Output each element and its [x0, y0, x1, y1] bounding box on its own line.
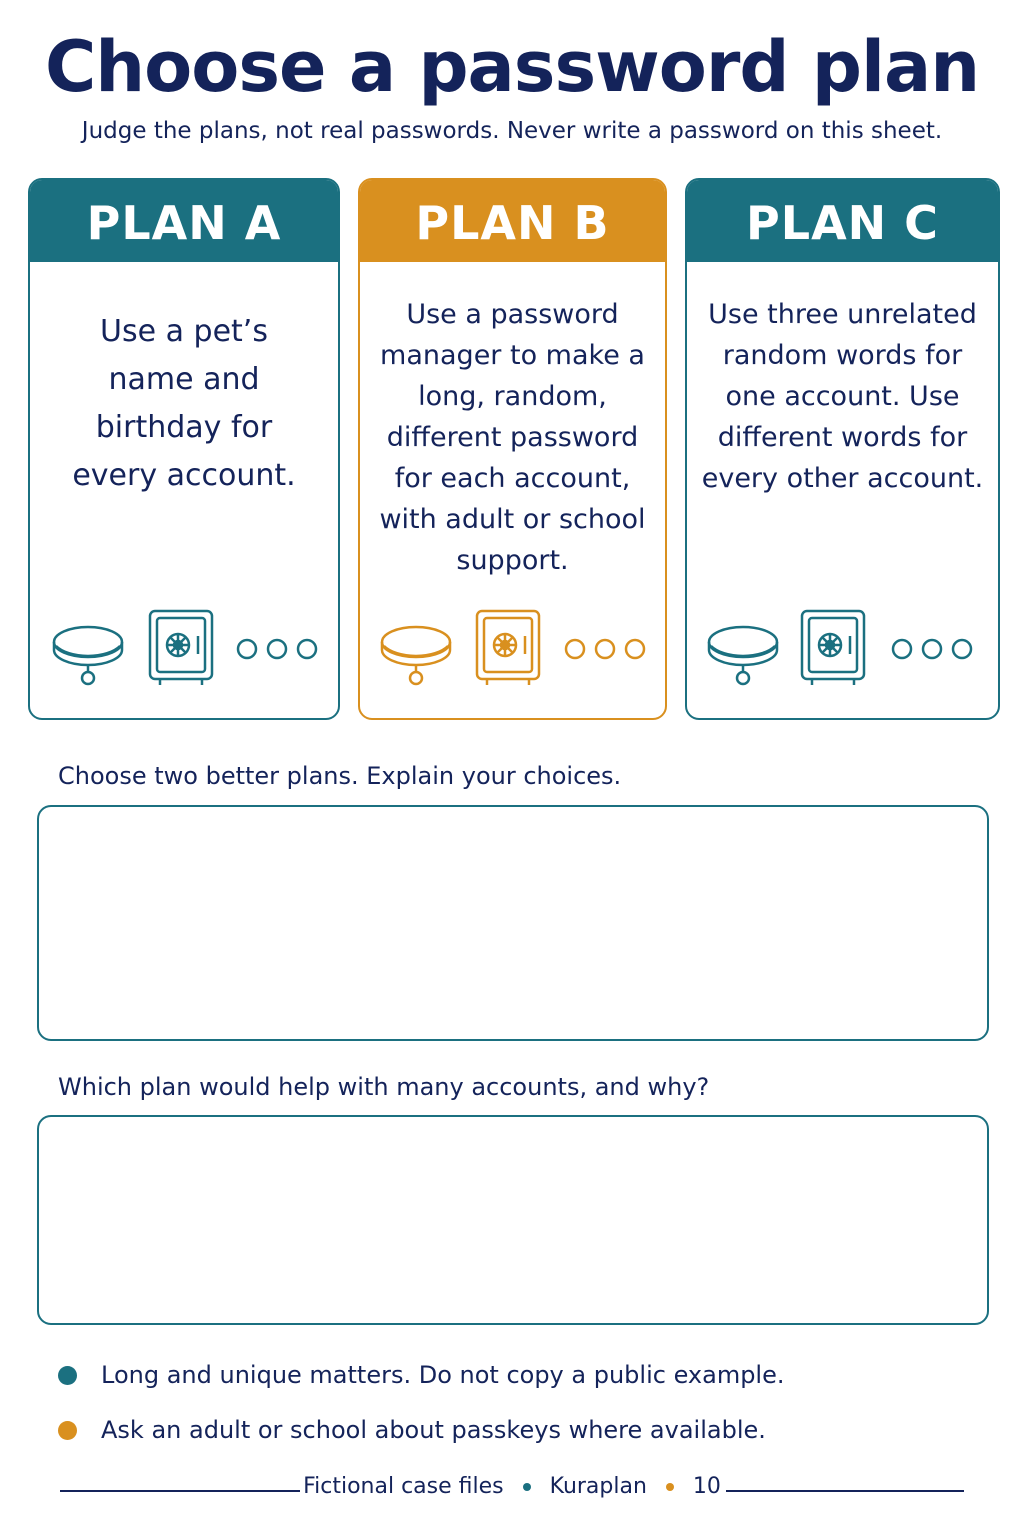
- plan-b-label: PLAN B: [360, 180, 665, 262]
- question-1-prompt: Choose two better plans. Explain your choices.: [58, 762, 622, 790]
- teal-bullet-icon: [58, 1366, 77, 1385]
- orange-bullet-icon: [58, 1421, 77, 1440]
- pet-collar-icon: [50, 622, 126, 686]
- page-title: Choose a password plan: [44, 26, 980, 108]
- plan-card-c[interactable]: [685, 178, 1000, 720]
- footer-dot-icon: [666, 1483, 674, 1491]
- plan-a-icons: [30, 606, 338, 686]
- note-1: [58, 1361, 785, 1389]
- plan-c-icons: [687, 606, 998, 686]
- plan-a-label: PLAN A: [30, 180, 338, 262]
- footer-source: Fictional case files: [303, 1474, 504, 1499]
- three-circles-icon: [234, 636, 320, 662]
- plan-c-label: PLAN C: [687, 180, 998, 262]
- safe-icon: [798, 608, 868, 688]
- plan-b-text: Use a password manager to make a long, random, different password for each account, with adult or school support.: [379, 299, 646, 576]
- pet-collar-icon: [705, 622, 781, 686]
- plan-c-text: Use three unrelated random words for one account. Use different words for every other account.: [701, 299, 984, 494]
- safe-icon: [146, 608, 216, 688]
- page-subtitle: Judge the plans, not real passwords. Never write a password on this sheet.: [81, 118, 943, 144]
- footer: [0, 1474, 1024, 1499]
- question-1-answer-box[interactable]: [37, 805, 989, 1041]
- pet-collar-icon: [378, 622, 454, 686]
- question-2-answer-box[interactable]: [37, 1115, 989, 1325]
- plan-card-a[interactable]: [28, 178, 340, 720]
- note-1-text: Long and unique matters. Do not copy a public example.: [101, 1361, 785, 1389]
- note-2-text: Ask an adult or school about passkeys where available.: [101, 1416, 766, 1444]
- three-circles-icon: [562, 636, 648, 662]
- footer-dot-icon: [523, 1483, 531, 1491]
- three-circles-icon: [889, 636, 975, 662]
- page-number: 10: [692, 1474, 721, 1499]
- question-2-prompt: Which plan would help with many accounts, and why?: [58, 1073, 710, 1101]
- plan-a-text: Use a pet’s name and birthday for every account.: [72, 314, 296, 493]
- safe-icon: [473, 608, 543, 688]
- note-2: [58, 1416, 766, 1444]
- footer-brand: Kuraplan: [549, 1474, 647, 1499]
- plan-b-icons: [360, 606, 665, 686]
- plan-card-b[interactable]: [358, 178, 667, 720]
